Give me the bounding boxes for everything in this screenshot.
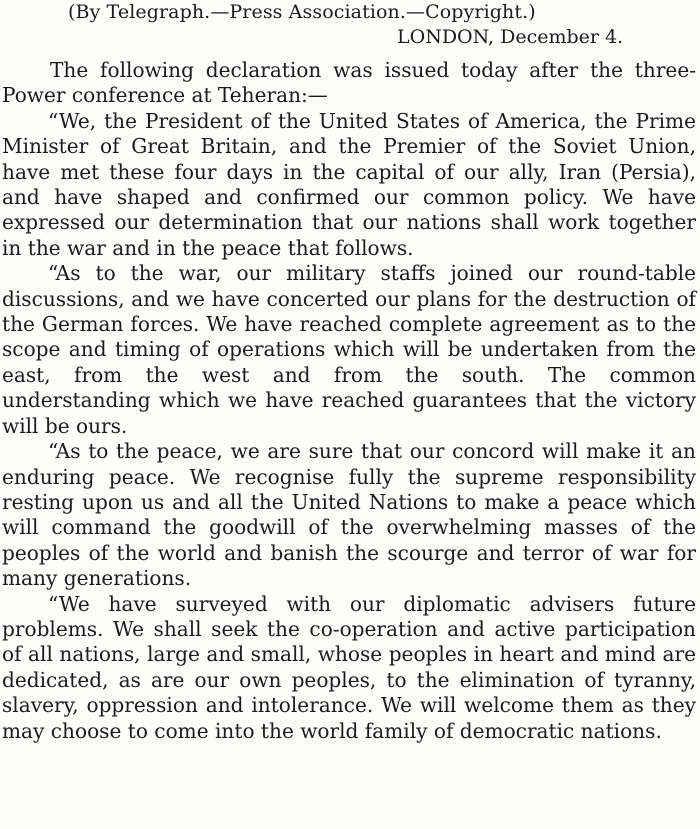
place-date: LONDON, December 4. bbox=[397, 26, 624, 48]
wire-credit: (By Telegraph.—Press Association.—Copyright.) bbox=[68, 1, 536, 23]
article-body bbox=[2, 58, 696, 744]
paragraph-war: “As to the war, our military staffs joined our round-table discussions, and we have concerted our plans for the destruction of the German forces. We have reached complete agreement as to the scope and timing of operations which will be undertaken from the east, from the west and from the south. The common understanding which we have reached guarantees that the victory will be ours. bbox=[2, 261, 696, 438]
paragraph-declaration: “We, the President of the United States of America, the Prime Minister of Great Britain, and the Premier of the Soviet Union, have met these four days in the capital of our ally, Iran (Persia), and have shaped and confirmed our common policy. We have expressed our determination that our nations shall work together in the war and in the peace that follows. bbox=[2, 108, 696, 260]
paragraph-future: “We have surveyed with our diplomatic advisers future problems. We shall seek the co-operation and active participation of all nations, large and small, whose peoples in heart and mind are dedicated, as are our own peoples, to the elimination of tyranny, slavery, oppression and intolerance. We will welcome them as they may choose to come into the world family of democratic nations. bbox=[2, 591, 696, 743]
paragraph-peace: “As to the peace, we are sure that our concord will make it an enduring peace. We recognise fully the supreme responsibility resting upon us and all the United Nations to make a peace which will command the goodwill of the overwhelming masses of the peoples of the world and banish the scourge and terror of war for many generations. bbox=[2, 439, 696, 591]
paragraph-intro: The following declaration was issued today after the three-Power conference at Teheran:— bbox=[2, 58, 696, 108]
